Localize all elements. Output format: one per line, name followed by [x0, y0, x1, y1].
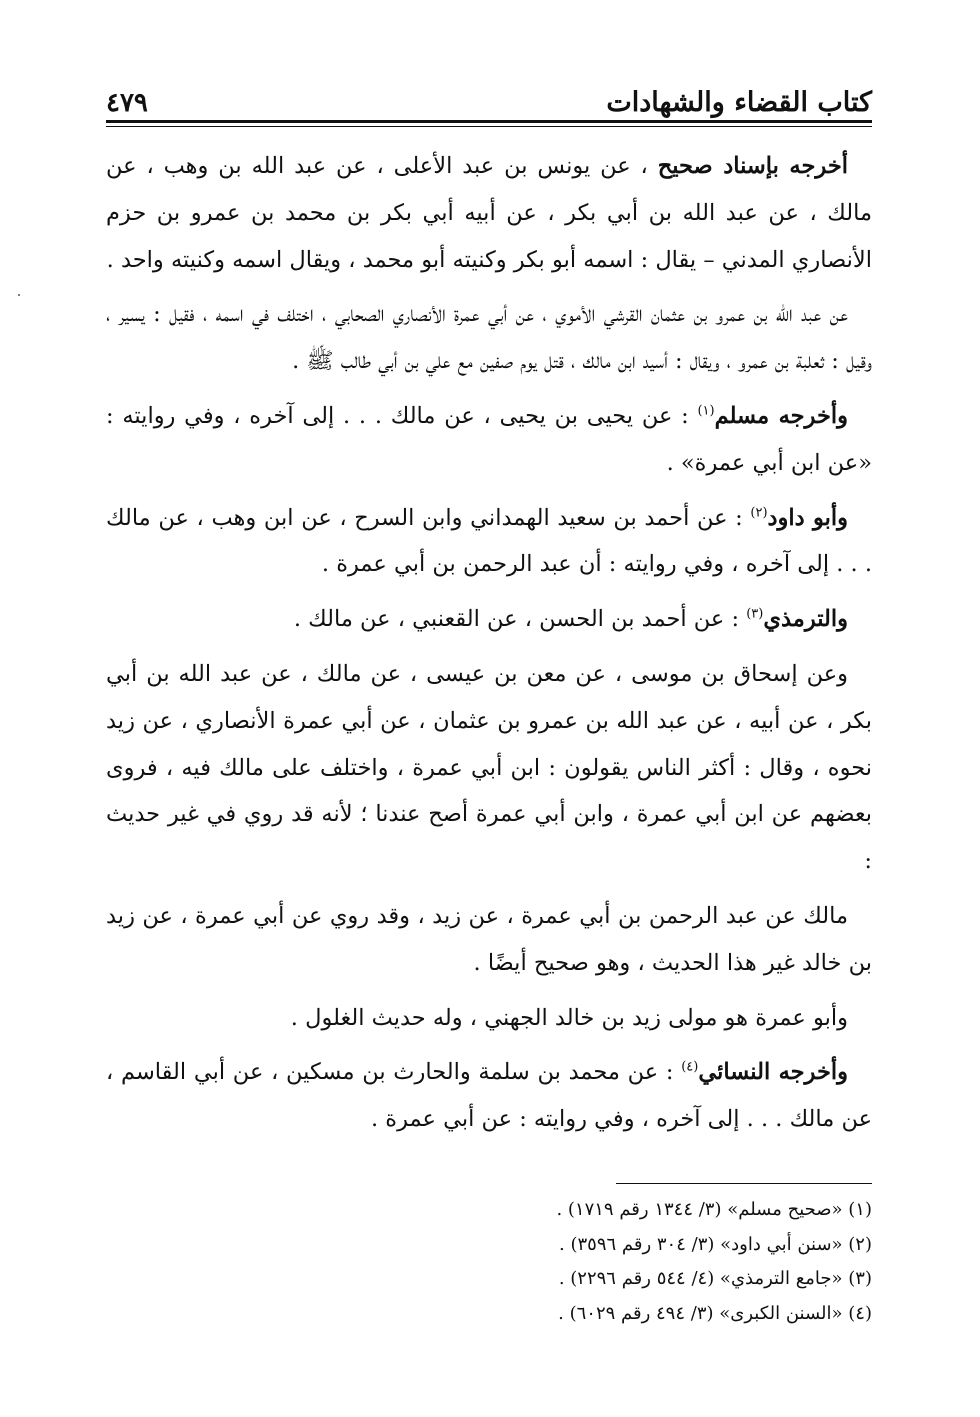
- paragraph-text: : عن أحمد بن سعيد الهمداني وابن السرح ، عن ابن وهب ، عن مالك . . . إلى آخره ، وفي روايته : أن عبد الرحمن بن أبي عمرة .: [106, 504, 872, 578]
- paragraph-text: وأبو عمرة هو مولى زيد بن خالد الجهني ، وله حديث الغلول .: [290, 1004, 848, 1031]
- paragraph-lead: وأخرجه النسائي: [698, 1059, 848, 1086]
- paragraph: [106, 596, 872, 643]
- footnote-ref[interactable]: (٣): [746, 606, 764, 622]
- paragraph: [106, 495, 872, 589]
- paragraph: [106, 651, 872, 885]
- book-page: [106, 0, 872, 1417]
- header-rule-thick: [106, 120, 872, 123]
- footnote: (٤) «السنن الكبرى» (٣/ ٤٩٤ رقم ٦٠٢٩) .: [558, 1302, 872, 1324]
- footnotes: [106, 1193, 872, 1331]
- paragraph-text: وعن إسحاق بن موسى ، عن معن بن عيسى ، عن مالك ، عن عبد الله بن أبي بكر ، عن أبيه ، عن عبد الله بن عمرو بن عثمان ، عن أبي عمرة الأنصاري ، عن زيد نحوه ، وقال : أكثر الناس يقولون : ابن أبي عمرة ، واختلف على مالك فيه ، فروى بعضهم عن ابن أبي عمرة ، وابن أبي عمرة أصح عندنا ؛ لأنه قد روي في غير حديث :: [106, 660, 872, 875]
- footnote: (٢) «سنن أبي داود» (٣/ ٣٠٤ رقم ٣٥٩٦) .: [559, 1233, 872, 1255]
- paragraph-text: عن عبد الله بن عمرو بن عثمان القرشي الأموي ، عن أبي عمرة الأنصاري الصحابي ، اختلف في اسمه ، فقيل : يسير ، وقيل : ثعلبة بن عمرو ، ويقال : أسيد ابن مالك ، قتل يوم صفين مع علي بن أبي طالب ﷺ .: [106, 301, 872, 375]
- footnote: (١) «صحيح مسلم» (٣/ ١٣٤٤ رقم ١٧١٩) .: [556, 1199, 872, 1220]
- chapter-title: كتاب القضاء والشهادات: [606, 87, 872, 118]
- running-header: [106, 78, 872, 118]
- paragraph-text: : عن محمد بن سلمة والحارث بن مسكين ، عن أبي القاسم ، عن مالك . . . إلى آخره ، وفي روايته : عن أبي عمرة .: [106, 1059, 872, 1133]
- main-text: [106, 143, 872, 1151]
- paragraph-text: ، عن يونس بن عبد الأعلى ، عن عبد الله بن وهب ، عن مالك ، عن عبد الله بن أبي بكر ، عن أبيه أبي بكر بن محمد بن عمرو بن حزم الأنصاري المدني – يقال : اسمه أبو بكر وكنيته أبو محمد ، ويقال اسمه وكنيته واحد .: [106, 153, 872, 273]
- footnote-separator: [616, 1183, 872, 1184]
- paragraph-text: مالك عن عبد الرحمن بن أبي عمرة ، عن زيد ، وقد روي عن أبي عمرة ، عن زيد بن خالد غير هذا الحديث ، وهو صحيح أيضًا .: [106, 902, 872, 976]
- footnote-ref[interactable]: (١): [697, 403, 715, 419]
- paragraph: [106, 291, 872, 385]
- paragraph-text: : عن أحمد بن الحسن ، عن القعنبي ، عن مالك .: [293, 606, 747, 633]
- margin-dot: [18, 294, 20, 296]
- footnote: (٣) «جامع الترمذي» (٤/ ٥٤٤ رقم ٢٢٩٦) .: [558, 1268, 872, 1289]
- header-rule-thin: [106, 126, 872, 127]
- footnote-ref[interactable]: (٤): [681, 1059, 699, 1075]
- page-number: ٤٧٩: [106, 88, 148, 118]
- paragraph: [106, 995, 872, 1042]
- paragraph-lead: أخرجه بإسناد صحيح: [657, 153, 848, 179]
- paragraph: [106, 893, 872, 987]
- paragraph: [106, 143, 872, 283]
- paragraph: [106, 393, 872, 487]
- paragraph-lead: والترمذي: [763, 606, 848, 633]
- footnote-ref[interactable]: (٢): [750, 505, 768, 521]
- paragraph: [106, 1049, 872, 1143]
- paragraph-lead: وأبو داود: [767, 504, 848, 531]
- paragraph-text: : عن يحيى بن يحيى ، عن مالك . . . إلى آخره ، وفي روايته : «عن ابن أبي عمرة» .: [106, 402, 872, 476]
- paragraph-lead: وأخرجه مسلم: [714, 402, 848, 429]
